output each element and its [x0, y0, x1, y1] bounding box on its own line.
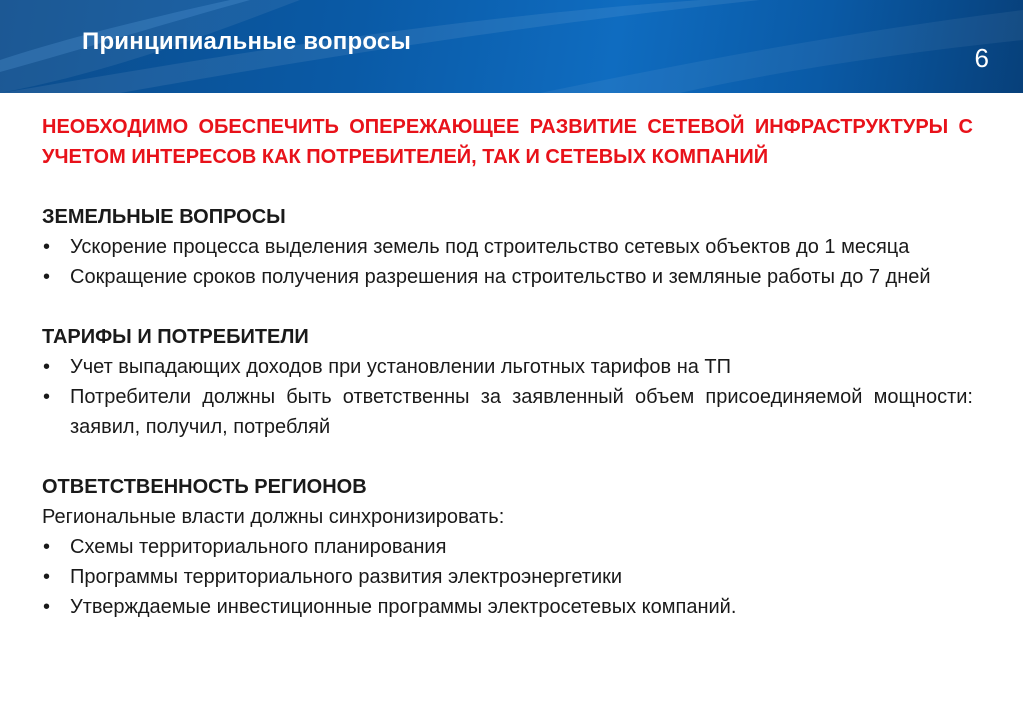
bullet-icon: •	[43, 236, 51, 258]
list-item: • Учет выпадающих доходов при установлении льготных тарифов на ТП	[42, 352, 973, 382]
lead-statement: НЕОБХОДИМО ОБЕСПЕЧИТЬ ОПЕРЕЖАЮЩЕЕ РАЗВИТИЕ СЕТЕВОЙ ИНФРАСТРУКТУРЫ С УЧЕТОМ ИНТЕРЕСОВ КАК ПОТРЕБИТЕЛЕЙ, ТАК И СЕТЕВЫХ КОМПАНИЙ	[42, 116, 973, 168]
bullet-icon: •	[43, 566, 51, 588]
section-title-regions: ОТВЕТСТВЕННОСТЬ РЕГИОНОВ	[42, 476, 367, 498]
slide-header	[0, 0, 1023, 93]
tariffs-list	[42, 352, 973, 442]
list-item: • Утверждаемые инвестиционные программы электросетевых компаний.	[42, 592, 973, 622]
list-item: • Ускорение процесса выделения земель под строительство сетевых объектов до 1 месяца	[42, 232, 973, 262]
list-item: • Сокращение сроков получения разрешения на строительство и земляные работы до 7 дней	[42, 262, 973, 292]
regions-intro: Региональные власти должны синхронизировать:	[42, 506, 505, 528]
section-land	[42, 202, 973, 292]
section-regions	[42, 472, 973, 622]
bullet-icon: •	[43, 536, 51, 558]
section-tariffs	[42, 322, 973, 442]
slide-content	[42, 112, 973, 622]
regions-list	[42, 532, 973, 622]
bullet-icon: •	[43, 596, 51, 618]
slide-title: Принципиальные вопросы	[82, 28, 412, 55]
list-item: • Схемы территориального планирования	[42, 532, 973, 562]
section-title-tariffs: ТАРИФЫ И ПОТРЕБИТЕЛИ	[42, 326, 309, 348]
bullet-icon: •	[43, 266, 51, 288]
bullet-icon: •	[43, 356, 51, 378]
section-title-land: ЗЕМЕЛЬНЫЕ ВОПРОСЫ	[42, 206, 286, 228]
list-item: • Потребители должны быть ответственны за заявленный объем присоединяемой мощности: заявил, получил, потребляй	[42, 382, 973, 442]
bullet-icon: •	[43, 386, 51, 408]
list-item: • Программы территориального развития электроэнергетики	[42, 562, 973, 592]
page-number: 6	[974, 43, 989, 73]
land-list	[42, 232, 973, 292]
